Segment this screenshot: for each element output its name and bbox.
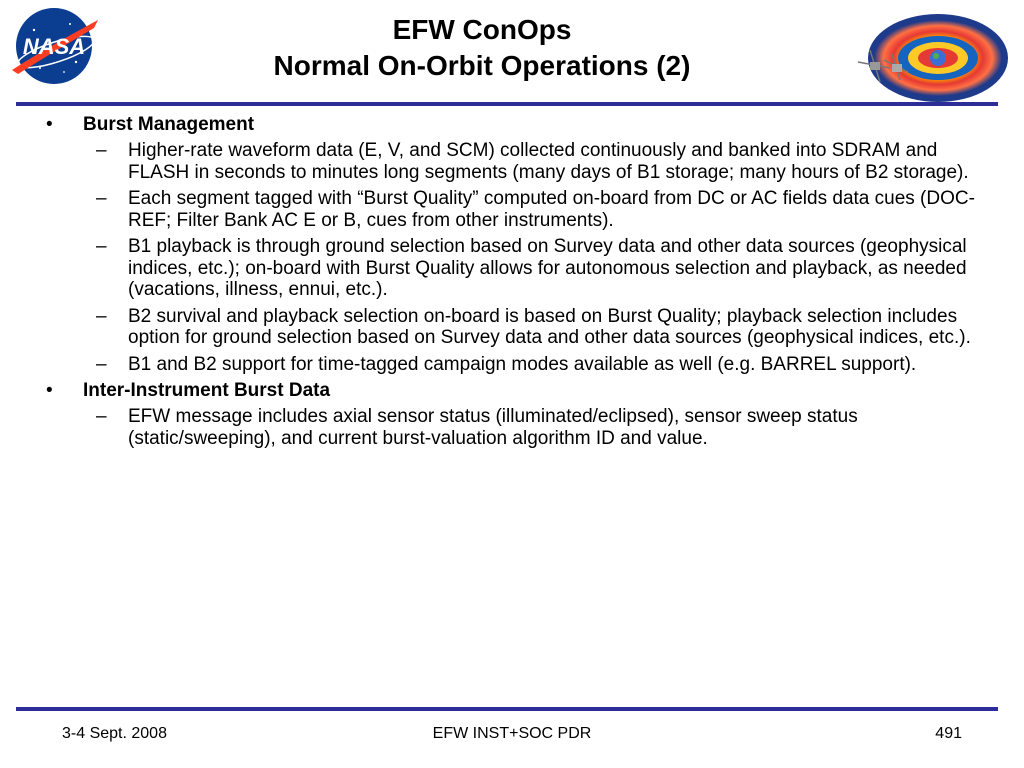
sub-item (40, 236, 980, 301)
dash-marker: – (96, 406, 107, 427)
dash-marker: – (96, 305, 107, 327)
title-line-1: EFW ConOps (392, 14, 572, 45)
footer-divider (16, 707, 998, 711)
sub-item-text: Higher-rate waveform data (E, V, and SCM) collected continuously and banked into SDRAM and FLASH in seconds to minutes long segments (many days of B1 storage; many hours of B2 storage). (128, 140, 969, 183)
bullet-inter-instrument-burst-data (40, 380, 980, 402)
slide-title (150, 12, 814, 84)
footer-title: EFW INST+SOC PDR (432, 725, 592, 742)
sub-item (40, 406, 980, 449)
sub-item-text: EFW message includes axial sensor status (illuminated/eclipsed), sensor sweep status (static/sweeping), and current burst-valuation algorithm ID and value. (128, 406, 858, 449)
page-number: 491 (935, 725, 962, 742)
sub-item (40, 306, 980, 349)
dash-marker: – (96, 236, 107, 257)
sub-item (40, 140, 980, 183)
bullet-marker: • (46, 380, 53, 401)
footer-date: 3-4 Sept. 2008 (62, 725, 167, 742)
bullet-label: Burst Management (83, 114, 255, 135)
sub-item-text: Each segment tagged with “Burst Quality” computed on-board from DC or AC fields data cues (DOC-REF; Filter Bank AC E or B, cues from other instruments). (128, 188, 975, 231)
sub-item-text: B1 and B2 support for time-tagged campaign modes available as well (e.g. BARREL support). (128, 353, 917, 375)
sub-item (40, 354, 980, 376)
slide-content (40, 114, 980, 454)
sub-item-text: B2 survival and playback selection on-board is based on Burst Quality; playback selection includes option for ground selection based on Survey data and other data sources (geophysical indices, etc.). (128, 305, 971, 348)
dash-marker: – (96, 140, 107, 161)
header-divider (16, 102, 998, 106)
bullet-marker: • (46, 114, 53, 135)
svg-text:NASA: NASA (22, 34, 86, 59)
bullet-burst-management (40, 114, 980, 136)
dash-marker: – (96, 188, 107, 209)
dash-marker: – (96, 353, 107, 375)
bullet-label: Inter-Instrument Burst Data (83, 380, 331, 401)
sub-item (40, 188, 980, 231)
radiation-belts-icon (856, 10, 1012, 106)
title-line-2: Normal On-Orbit Operations (2) (273, 50, 691, 81)
sub-item-text: B1 playback is through ground selection based on Survey data and other data sources (geophysical indices, etc.); on-board with Burst Quality allows for autonomous selection and playback, as needed (vacations, illness, ennui, etc.). (128, 236, 967, 300)
nasa-logo-icon (6, 4, 102, 86)
